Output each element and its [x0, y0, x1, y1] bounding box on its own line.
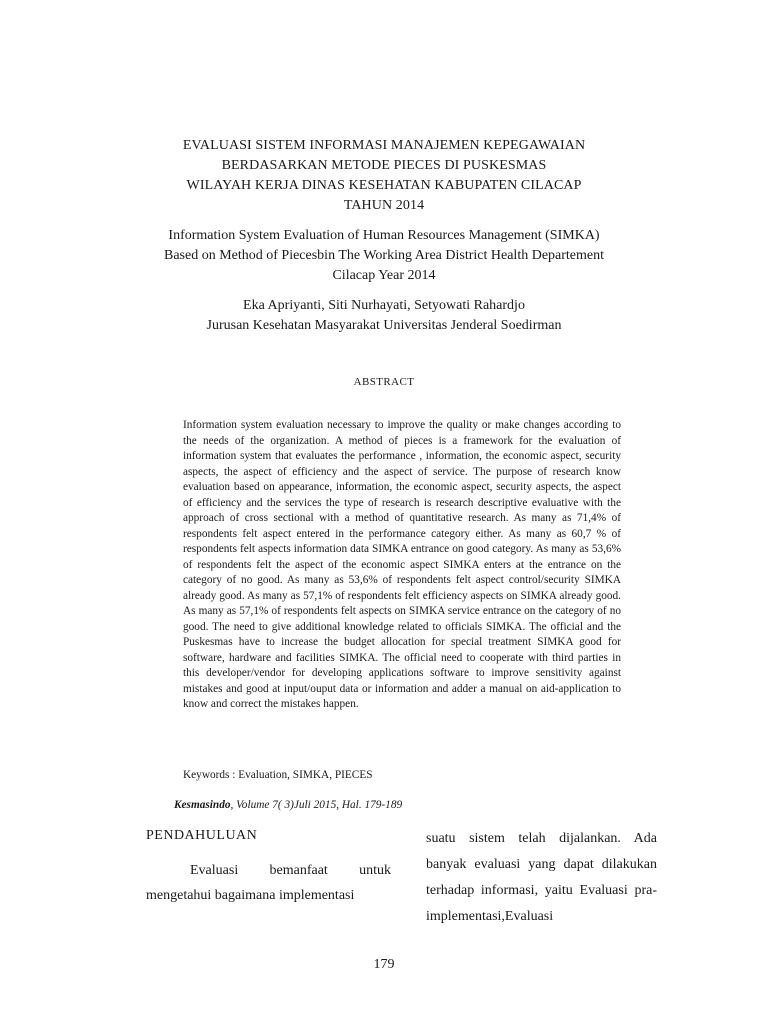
title-line-3: WILAYAH KERJA DINAS KESEHATAN KABUPATEN CILACAP [186, 178, 582, 193]
journal-citation [174, 798, 612, 813]
page-number: 179 [373, 957, 395, 972]
english-title-line-3: Cilacap Year 2014 [332, 268, 436, 283]
title-line-4: TAHUN 2014 [343, 198, 425, 213]
citation-details: , Volume 7( 3)Juli 2015, Hal. 179-189 [230, 799, 403, 811]
title-line-2: BERDASARKAN METODE PIECES DI PUSKESMAS [221, 158, 547, 173]
abstract-heading: ABSTRACT [353, 376, 415, 388]
right-column-paragraph: suatu sistem telah dijalankan. Ada banyak evaluasi yang dapat dilakukan terhadap informasi, yaitu Evaluasi pra-implementasi,Evaluasi [426, 831, 657, 924]
english-title-line-2: Based on Method of Piecesbin The Working Area District Health Departement [163, 248, 605, 263]
paper-title [100, 136, 668, 216]
author-block [100, 296, 668, 336]
author-affiliation: Jurusan Kesehatan Masyarakat Universitas Jenderal Soedirman [206, 318, 562, 333]
english-title [100, 226, 668, 286]
abstract-body: Information system evaluation necessary to improve the quality or make changes according to the needs of the organization. A method of pieces is a framework for the evaluation of information system that evaluates the performance , information, the economic aspect, security aspects, the aspect of efficiency and the aspect of service. The purpose of research know evaluation based on appearance, information, the economic aspect, security aspects, the aspect of efficiency and the services the type of research is research descriptive evaluative with the approach of cross sectional with a method of quantitative research. As many as 71,4% of respondents felt aspect entered in the performance category either. As many as 60,7 % of respondents felt aspects information data SIMKA entrance on good category. As many as 53,6% of respondents felt the aspect of the economic aspect SIMKA enters at the entrance on the category of no good. As many as 53,6% of respondents felt aspect control/security SIMKA already good. As many as 57,1% of respondents felt efficiency aspects on SIMKA already good. As many as 57,1% of respondents felt aspects on SIMKA service entrance on the category of no good. The need to give additional knowledge related to officials SIMKA. The official and the Puskesmas have to increase the budget allocation for special treatment SIMKA good for software, hardware and facilities SIMKA. The official need to cooperate with third parties in this developer/vendor for developing applications software to improve sensitivity against mistakes and good at input/ouput data or information and adder a manual on aid-application to know and correct the mistakes happen. [183, 419, 621, 710]
left-column-paragraph: Evaluasi bemanfaat untuk mengetahui bagaimana implementasi [146, 863, 391, 903]
keywords: Keywords : Evaluation, SIMKA, PIECES [183, 769, 373, 781]
right-column [426, 826, 657, 930]
title-line-1: EVALUASI SISTEM INFORMASI MANAJEMEN KEPEGAWAIAN [182, 138, 586, 153]
journal-name: Kesmasindo [174, 799, 231, 811]
section-heading-pendahuluan: PENDAHULUAN [146, 828, 258, 843]
left-column [146, 826, 391, 908]
english-title-line-1: Information System Evaluation of Human Resources Management (SIMKA) [168, 228, 600, 243]
author-names: Eka Apriyanti, Siti Nurhayati, Setyowati Rahardjo [243, 298, 525, 313]
